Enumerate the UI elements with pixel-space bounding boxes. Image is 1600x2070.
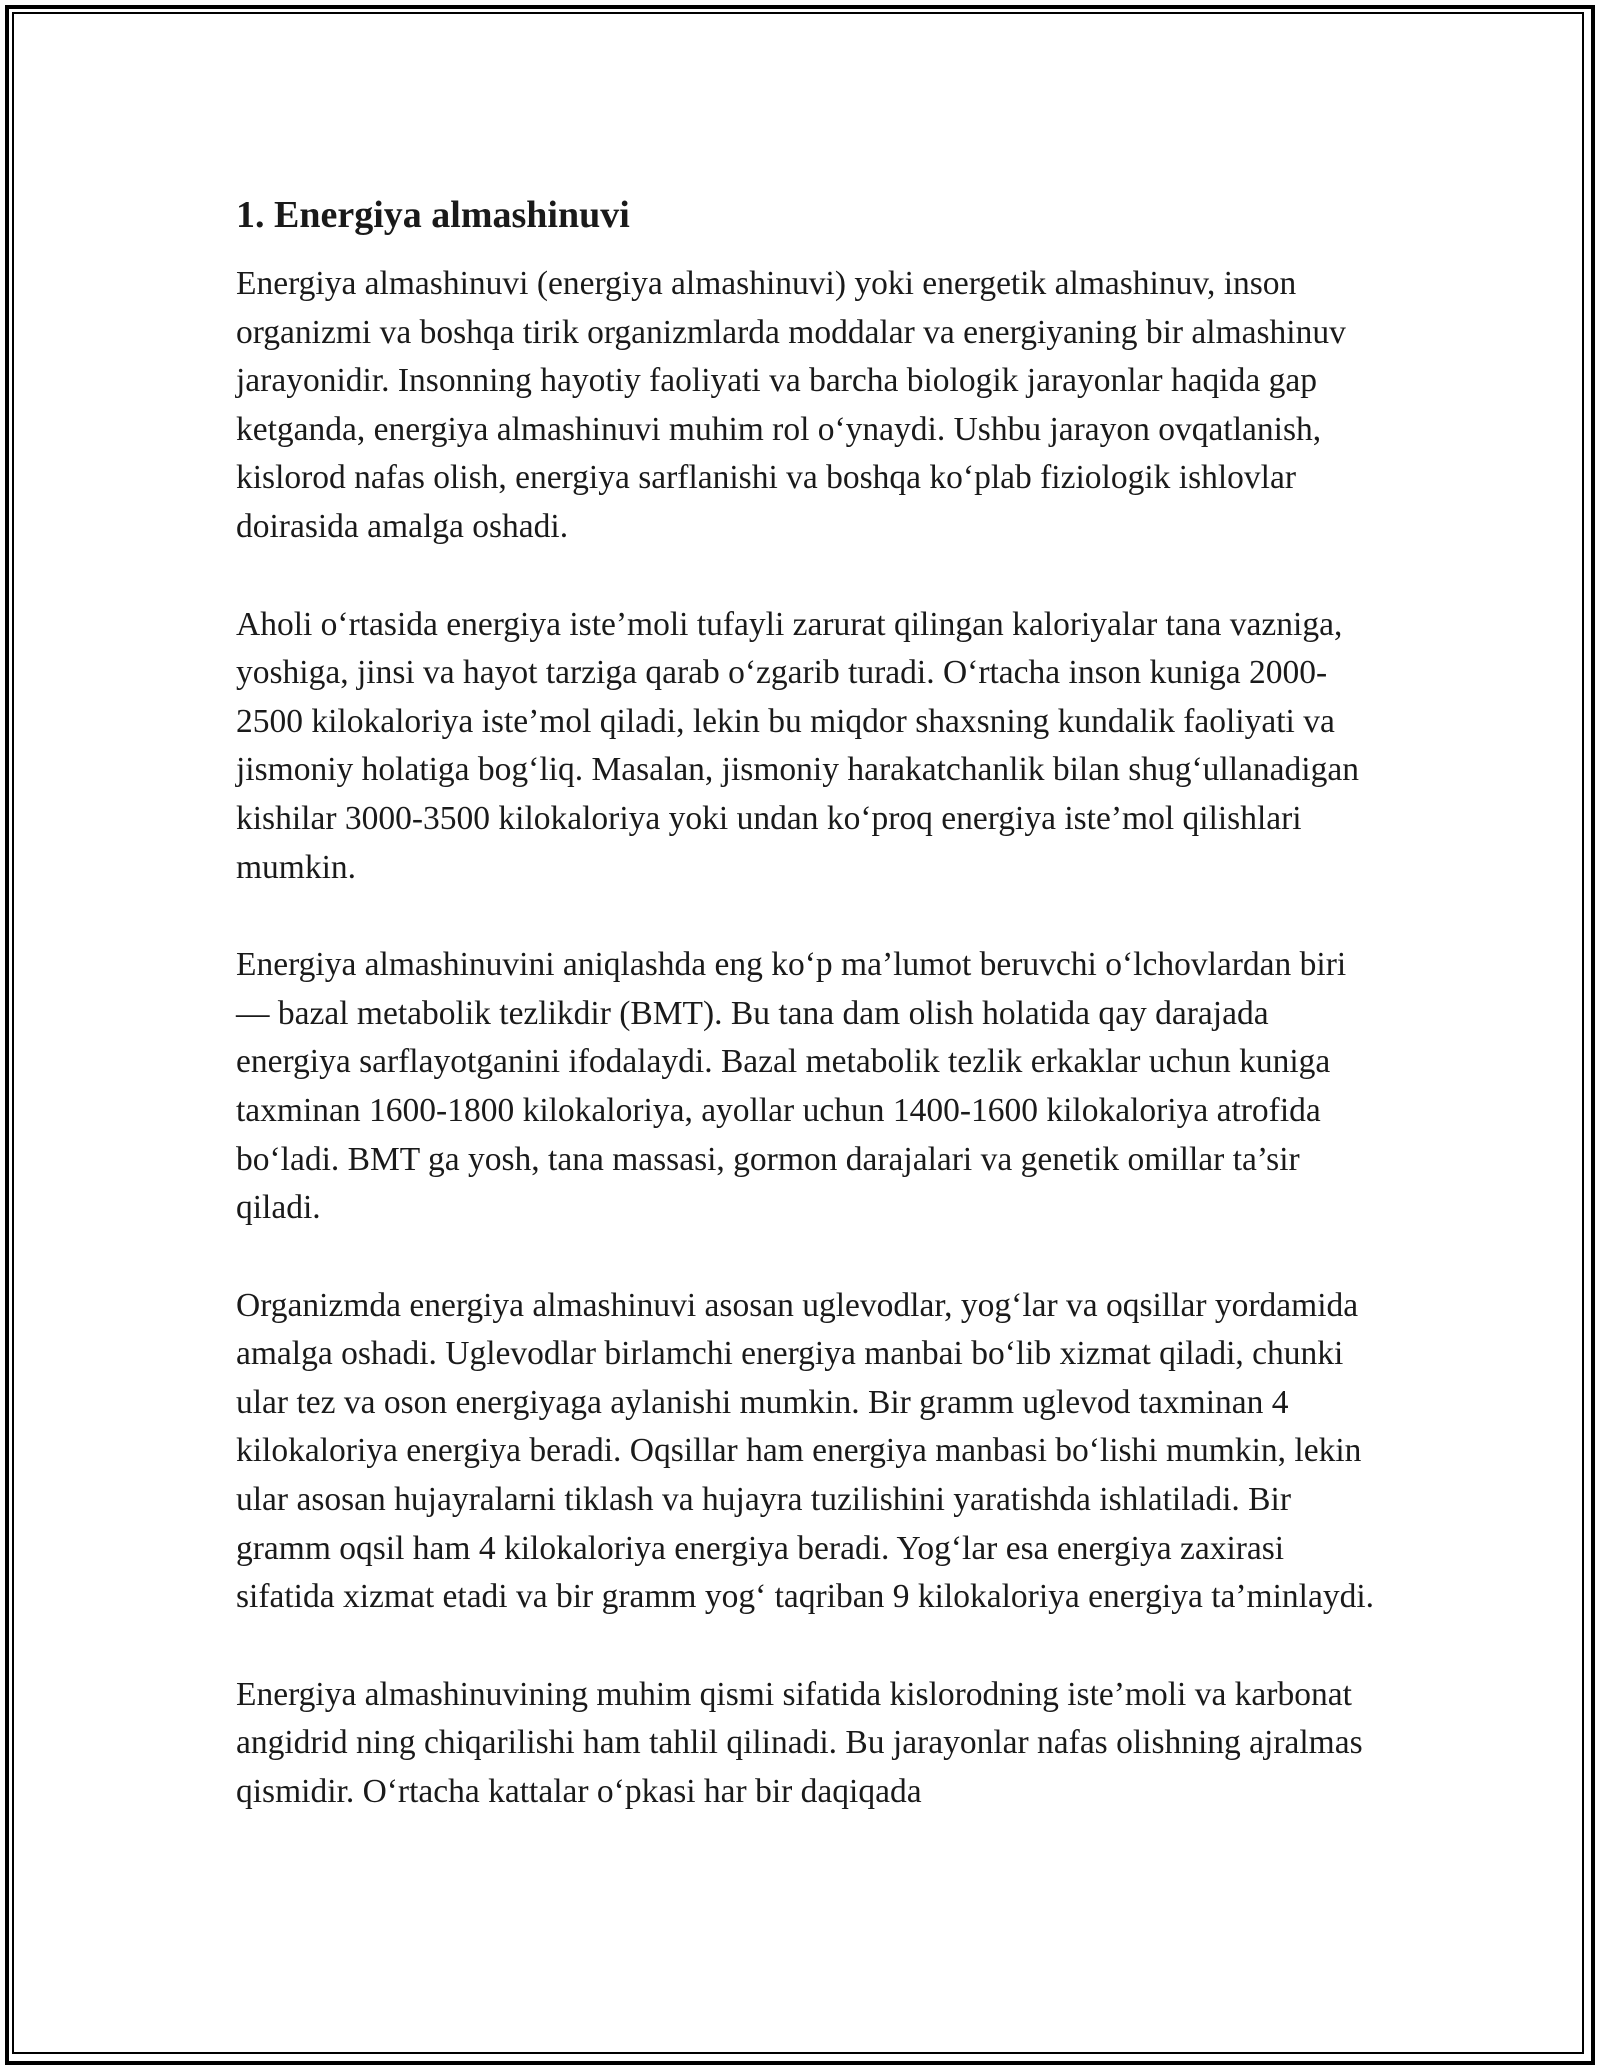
paragraph-1: Energiya almashinuvi (energiya almashinuvi) yoki energetik almashinuv, inson organizmi va boshqa tirik organizmlarda moddalar va energiyaning bir almashinuv jarayonidir. Insonning hayotiy faoliyati va barcha biologik jarayonlar haqida gap ketganda, energiya almashinuvi muhim rol o‘ynaydi. Ushbu jarayon ovqatlanish, kislorod nafas olish, energiya sarflanishi va boshqa ko‘plab fiziologik ishlovlar doirasida amalga oshadi. [236,265,1346,545]
document-body [236,186,1376,1817]
paragraph-4: Organizmda energiya almashinuvi asosan uglevodlar, yog‘lar va oqsillar yordamida amalga oshadi. Uglevodlar birlamchi energiya manbai bo‘lib xizmat qiladi, chunki ular tez va oson energiyaga aylanishi mumkin. Bir gramm uglevod taxminan 4 kilokaloriya energiya beradi. Oqsillar ham energiya manbasi bo‘lishi mumkin, lekin ular asosan hujayralarni tiklash va hujayra tuzilishini yaratishda ishlatiladi. Bir gramm oqsil ham 4 kilokaloriya energiya beradi. Yog‘lar esa energiya zaxirasi sifatida xizmat etadi va bir gramm yog‘ taqriban 9 kilokaloriya energiya ta’minlaydi. [236,1286,1375,1616]
section-heading: 1. Energiya almashinuvi [236,194,630,236]
paragraph-3: Energiya almashinuvini aniqlashda eng ko‘p ma’lumot beruvchi o‘lchovlardan biri — bazal metabolik tezlikdir (BMT). Bu tana dam olish holatida qay darajada energiya sarflayotganini ifodalaydi. Bazal metabolik tezlik erkaklar uchun kuniga taxminan 1600-1800 kilokaloriya, ayollar uchun 1400-1600 kilokaloriya atrofida bo‘ladi. BMT ga yosh, tana massasi, gormon darajalari va genetik omillar ta’sir qiladi. [236,946,1347,1227]
paragraph-5: Energiya almashinuvining muhim qismi sifatida kislorodning iste’moli va karbonat angidrid ning chiqarilishi ham tahlil qilinadi. Bu jarayonlar nafas olishning ajralmas qismidir. O‘rtacha kattalar o‘pkasi har bir daqiqada [236,1675,1363,1811]
paragraph-2: Aholi o‘rtasida energiya iste’moli tufayli zarurat qilingan kaloriyalar tana vazniga, yoshiga, jinsi va hayot tarziga qarab o‘zgarib turadi. O‘rtacha inson kuniga 2000-2500 kilokaloriya iste’mol qiladi, lekin bu miqdor shaxsning kundalik faoliyati va jismoniy holatiga bog‘liq. Masalan, jismoniy harakatchanlik bilan shug‘ullanadigan kishilar 3000-3500 kilokaloriya yoki undan ko‘proq energiya iste’mol qilishlari mumkin. [236,605,1359,886]
